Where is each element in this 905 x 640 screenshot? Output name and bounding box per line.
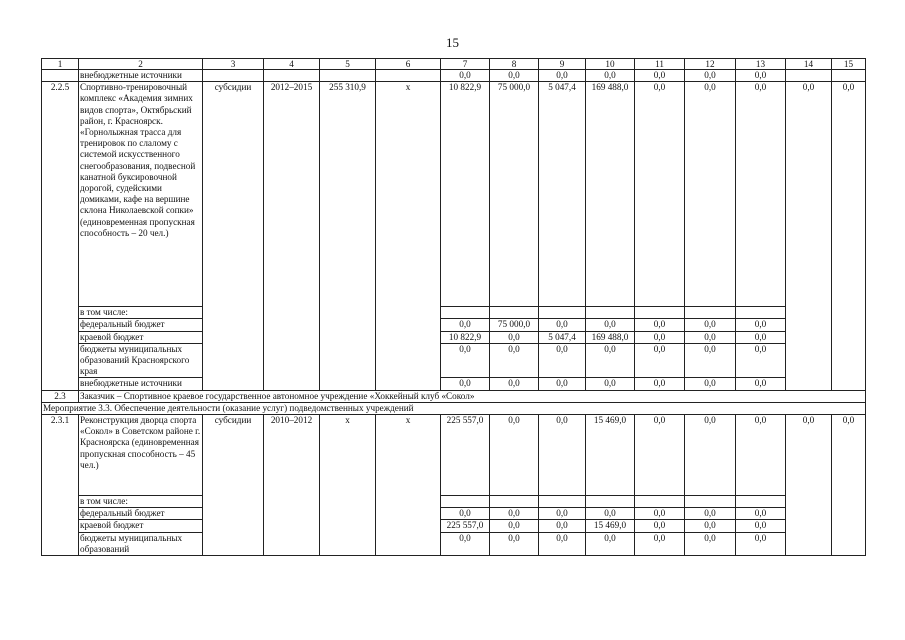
value-cell: 225 557,0: [441, 415, 490, 496]
value-cell: 0,0: [539, 520, 586, 532]
value-cell: 15 469,0: [586, 520, 635, 532]
empty-cell: [736, 496, 786, 508]
source-label: федеральный бюджет: [79, 319, 203, 331]
customer-text: Заказчик – Спортивное краевое государственное автономное учреждение «Хоккейный клуб «Сокол»: [79, 390, 866, 402]
value-cell: 0,0: [539, 319, 586, 331]
column-number: 11: [635, 59, 685, 70]
column-number: 2: [79, 59, 203, 70]
activity-text: Мероприятие 3.3. Обеспечение деятельности (оказание услуг) подведомственных учреждений: [42, 402, 866, 414]
column-number: 14: [786, 59, 832, 70]
funding-form: субсидии: [203, 82, 264, 390]
value-cell: 0,0: [539, 532, 586, 555]
value-cell: 0,0: [832, 415, 866, 556]
value-cell: 0,0: [586, 343, 635, 378]
value-cell: 5 047,4: [539, 82, 586, 307]
column-number: 10: [586, 59, 635, 70]
value-cell: 0,0: [685, 343, 736, 378]
value-cell: 0,0: [441, 508, 490, 520]
object-name: Реконструкция дворца спорта «Сокол» в Советском районе г. Красноярска (единовременная пропускная способность – 45 чел.): [79, 415, 203, 496]
column-number: 3: [203, 59, 264, 70]
empty-cell: [539, 307, 586, 319]
empty-cell: [635, 307, 685, 319]
empty-cell: [320, 70, 376, 82]
value-cell: 10 822,9: [441, 331, 490, 343]
empty-cell: [203, 70, 264, 82]
value-cell: 0,0: [736, 415, 786, 496]
source-label: внебюджетные источники: [79, 70, 203, 82]
value-cell: 0,0: [635, 343, 685, 378]
value-cell: 10 822,9: [441, 82, 490, 307]
source-label: бюджеты муниципальных образований: [79, 532, 203, 555]
source-label: бюджеты муниципальных образований Красноярского края: [79, 343, 203, 378]
estimated-cost: х: [320, 415, 376, 556]
value-cell: 0,0: [736, 532, 786, 555]
object-name: Спортивно-тренировочный комплекс «Академия зимних видов спорта», Октябрьский район, г. Красноярск. «Горнолыжная трасса для тренировок по слалому с системой искусственного снегообразования, подвесной канатной буксировочной дорогой, судейскими домиками, кафе на вершине склона Николаевской сопки» (единовременная пропускная способность – 20 чел.): [79, 82, 203, 307]
empty-cell: [685, 307, 736, 319]
empty-cell: [586, 496, 635, 508]
value-cell: 0,0: [441, 343, 490, 378]
including-label: в том числе:: [79, 307, 203, 319]
column-number: 5: [320, 59, 376, 70]
value-cell: 0,0: [786, 415, 832, 556]
empty-cell: [264, 70, 320, 82]
customer-row: [42, 390, 866, 402]
column-number-row: [42, 59, 866, 70]
value-cell: 0,0: [635, 520, 685, 532]
value-cell: 75 000,0: [490, 82, 539, 307]
value-cell: 0,0: [685, 415, 736, 496]
activity-row: [42, 402, 866, 414]
value-cell: 0,0: [586, 378, 635, 390]
empty-cell: [490, 307, 539, 319]
value-cell: 0,0: [786, 82, 832, 390]
page-number: 15: [446, 35, 459, 50]
column-number: 9: [539, 59, 586, 70]
value-cell: 0,0: [586, 319, 635, 331]
object-code: 2.3.1: [42, 415, 79, 556]
value-cell: 0,0: [635, 70, 685, 82]
value-cell: 0,0: [832, 82, 866, 390]
source-label: внебюджетные источники: [79, 378, 203, 390]
source-row: [42, 343, 866, 378]
empty-cell: [635, 496, 685, 508]
value-cell: 0,0: [539, 378, 586, 390]
value-cell: 169 488,0: [586, 82, 635, 307]
value-cell: 0,0: [635, 319, 685, 331]
value-cell: 0,0: [635, 378, 685, 390]
empty-cell: [376, 70, 441, 82]
source-row: [42, 378, 866, 390]
object-row: [42, 82, 866, 307]
value-cell: 0,0: [490, 331, 539, 343]
value-cell: 0,0: [586, 70, 635, 82]
column-number: 8: [490, 59, 539, 70]
column-number: 1: [42, 59, 79, 70]
value-cell: 225 557,0: [441, 520, 490, 532]
source-row: [42, 532, 866, 555]
column-number: 6: [376, 59, 441, 70]
value-cell: 75 000,0: [490, 319, 539, 331]
source-row: [42, 331, 866, 343]
source-label: краевой бюджет: [79, 520, 203, 532]
value-cell: 0,0: [736, 319, 786, 331]
value-cell: 0,0: [736, 343, 786, 378]
column-6-value: х: [376, 415, 441, 556]
empty-cell: [441, 496, 490, 508]
value-cell: 0,0: [635, 331, 685, 343]
value-cell: 0,0: [635, 82, 685, 307]
budget-table: [41, 58, 866, 556]
column-number: 4: [264, 59, 320, 70]
customer-code: 2.3: [42, 390, 79, 402]
including-row: [42, 307, 866, 319]
value-cell: 0,0: [736, 70, 786, 82]
value-cell: 0,0: [539, 508, 586, 520]
value-cell: 0,0: [490, 415, 539, 496]
value-cell: 0,0: [539, 70, 586, 82]
value-cell: 0,0: [490, 532, 539, 555]
object-code: 2.2.5: [42, 82, 79, 390]
source-row: [42, 508, 866, 520]
value-cell: 0,0: [490, 70, 539, 82]
empty-cell: [539, 496, 586, 508]
value-cell: 0,0: [685, 70, 736, 82]
column-number: 7: [441, 59, 490, 70]
column-6-value: х: [376, 82, 441, 390]
including-row: [42, 496, 866, 508]
value-cell: 0,0: [736, 520, 786, 532]
source-row: [42, 520, 866, 532]
column-number: 15: [832, 59, 866, 70]
funding-form: субсидии: [203, 415, 264, 556]
value-cell: 0,0: [736, 331, 786, 343]
value-cell: 169 488,0: [586, 331, 635, 343]
value-cell: 0,0: [685, 331, 736, 343]
empty-cell: [441, 307, 490, 319]
table-row: [42, 70, 866, 82]
value-cell: 0,0: [490, 508, 539, 520]
value-cell: 0,0: [685, 508, 736, 520]
column-number: 12: [685, 59, 736, 70]
value-cell: 0,0: [736, 82, 786, 307]
value-cell: 0,0: [685, 319, 736, 331]
value-cell: 0,0: [685, 520, 736, 532]
value-cell: 0,0: [490, 520, 539, 532]
source-row: [42, 319, 866, 331]
value-cell: 0,0: [441, 319, 490, 331]
period: 2012–2015: [264, 82, 320, 390]
value-cell: 0,0: [441, 378, 490, 390]
value-cell: 0,0: [586, 532, 635, 555]
period: 2010–2012: [264, 415, 320, 556]
empty-cell: [786, 70, 832, 82]
value-cell: 0,0: [685, 378, 736, 390]
value-cell: 0,0: [490, 378, 539, 390]
column-number: 13: [736, 59, 786, 70]
value-cell: 0,0: [635, 532, 685, 555]
value-cell: 0,0: [685, 532, 736, 555]
value-cell: 0,0: [635, 415, 685, 496]
value-cell: 0,0: [490, 343, 539, 378]
value-cell: 0,0: [441, 532, 490, 555]
empty-cell: [736, 307, 786, 319]
value-cell: 0,0: [539, 415, 586, 496]
source-label: краевой бюджет: [79, 331, 203, 343]
value-cell: 0,0: [736, 378, 786, 390]
including-label: в том числе:: [79, 496, 203, 508]
empty-cell: [586, 307, 635, 319]
value-cell: 0,0: [685, 82, 736, 307]
value-cell: 0,0: [736, 508, 786, 520]
value-cell: 0,0: [586, 508, 635, 520]
empty-cell: [685, 496, 736, 508]
object-row: [42, 415, 866, 496]
value-cell: 5 047,4: [539, 331, 586, 343]
estimated-cost: 255 310,9: [320, 82, 376, 390]
code-cell: [42, 70, 79, 82]
value-cell: 15 469,0: [586, 415, 635, 496]
source-label: федеральный бюджет: [79, 508, 203, 520]
value-cell: 0,0: [635, 508, 685, 520]
value-cell: 0,0: [441, 70, 490, 82]
empty-cell: [832, 70, 866, 82]
value-cell: 0,0: [539, 343, 586, 378]
empty-cell: [490, 496, 539, 508]
